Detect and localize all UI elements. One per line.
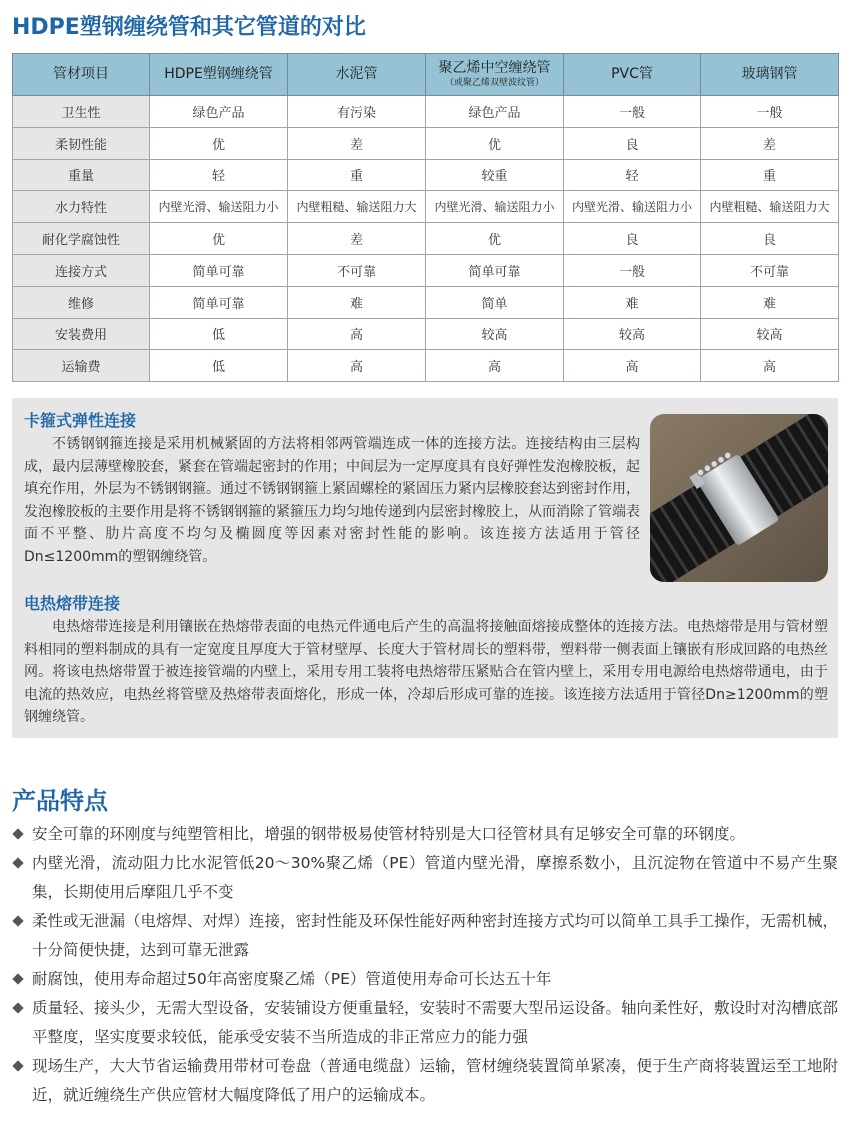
table-cell: 较高 <box>564 318 701 350</box>
row-label-cell: 柔韧性能 <box>13 127 150 159</box>
header-sublabel: （或聚乙烯双壁波纹管） <box>444 78 544 88</box>
table-cell: 有污染 <box>288 96 426 128</box>
table-cell: 高 <box>701 350 839 382</box>
table-cell: 高 <box>564 350 701 382</box>
feature-item <box>14 965 838 994</box>
header-label: 聚乙烯中空缠绕管 <box>438 60 551 77</box>
table-cell: 优 <box>150 223 288 255</box>
table-cell: 较重 <box>426 159 564 191</box>
table-cell: 高 <box>288 350 426 382</box>
table-row <box>13 254 839 286</box>
bullet-icon <box>12 973 23 984</box>
table-cell: 高 <box>426 350 564 382</box>
table-cell: 简单 <box>426 286 564 318</box>
row-label-cell: 安装费用 <box>13 318 150 350</box>
feature-item <box>14 849 838 907</box>
table-row <box>13 191 839 223</box>
header-label: 玻璃钢管 <box>741 66 798 83</box>
table-row <box>13 286 839 318</box>
table-cell: 低 <box>150 318 288 350</box>
header-cell <box>288 54 426 96</box>
table-row <box>13 350 839 382</box>
electrofusion-connection-text: 电热熔带连接是利用镶嵌在热熔带表面的电热元件通电后产生的高温将接触面熔接成整体的连接方法。电热熔带是用与管材塑料相同的塑料制成的具有一定宽度且厚度大于管材壁厚、长度大于管材周长的塑料带，塑料带一侧表面上镶嵌有形成回路的电热丝网。将该电热熔带置于被连接管端的内壁上，采用专用工装将电热熔带压紧贴合在管内壁上，采用专用电源给电热熔带通电，由于电流的热效应，电热丝将管壁及热熔带表面熔化，形成一体，冷却后形成可靠的连接。该连接方法适用于管径Dn≥1200mm的塑钢缠绕管。 <box>24 619 828 725</box>
table-cell: 较高 <box>426 318 564 350</box>
bullet-icon <box>12 1002 23 1013</box>
page-title: HDPE塑钢缠绕管和其它管道的对比 <box>12 15 366 40</box>
feature-text: 内壁光滑，流动阻力比水泥管低20～30%聚乙烯（PE）管道内壁光滑，摩擦系数小，且沉淀物在管道中不易产生聚集，长期使用后摩阻几乎不变 <box>32 854 838 901</box>
header-label: PVC管 <box>611 66 653 83</box>
comparison-table <box>12 53 839 382</box>
feature-item <box>14 907 838 965</box>
table-cell: 重 <box>288 159 426 191</box>
feature-text: 柔性或无泄漏（电熔焊、对焊）连接，密封性能及环保性能好两种密封连接方式均可以简单工具手工操作，无需机械，十分简便快捷，达到可靠无泄露 <box>32 912 839 959</box>
header-cell <box>13 54 150 96</box>
row-label-cell: 卫生性 <box>13 96 150 128</box>
table-cell: 良 <box>701 223 839 255</box>
row-label-cell: 维修 <box>13 286 150 318</box>
table-cell: 差 <box>701 127 839 159</box>
table-row <box>13 127 839 159</box>
table-row <box>13 96 839 128</box>
feature-item <box>14 820 838 849</box>
table-cell: 较高 <box>701 318 839 350</box>
table-cell: 内壁粗糙、输送阻力大 <box>701 191 839 223</box>
feature-text: 耐腐蚀，使用寿命超过50年高密度聚乙烯（PE）管道使用寿命可长达五十年 <box>32 970 552 988</box>
clamp-connection-heading: 卡箍式弹性连接 <box>24 411 137 430</box>
clamp-connection-text: 不锈钢钢箍连接是采用机械紧固的方法将相邻两管端连成一体的连接方法。连接结构由三层构成，最内层薄壁橡胶套，紧套在管端起密封的作用；中间层为一定厚度具有良好弹性发泡橡胶板，起填充作用，外层为不锈钢钢箍。通过不锈钢钢箍上紧固螺栓的紧固压力紧内层橡胶套达到密封作用，发泡橡胶板的主要作用是将不锈钢钢箍的紧箍压力均匀地传递到内层密封橡胶上，从而消除了管端表面不平整、肋片高度不均匀及椭圆度等因素对密封性能的影响。该连接方法适用于管径Dn≤1200mm的塑钢缠绕管。 <box>24 436 640 565</box>
row-label-cell: 水力特性 <box>13 191 150 223</box>
table-cell: 一般 <box>564 254 701 286</box>
pipe-clamp-photo <box>650 414 828 582</box>
table-cell: 差 <box>288 127 426 159</box>
table-row <box>13 159 839 191</box>
table-cell: 内壁光滑、输送阻力小 <box>150 191 288 223</box>
header-cell <box>426 54 564 96</box>
table-cell: 内壁粗糙、输送阻力大 <box>288 191 426 223</box>
table-cell: 内壁光滑、输送阻力小 <box>426 191 564 223</box>
header-label: HDPE塑钢缠绕管 <box>164 66 273 83</box>
table-cell: 轻 <box>150 159 288 191</box>
row-label-cell: 连接方式 <box>13 254 150 286</box>
header-cell <box>150 54 288 96</box>
table-cell: 难 <box>564 286 701 318</box>
features-title: 产品特点 <box>12 787 108 815</box>
header-cell <box>564 54 701 96</box>
table-cell: 不可靠 <box>288 254 426 286</box>
table-cell: 一般 <box>701 96 839 128</box>
electrofusion-connection-heading: 电热熔带连接 <box>24 594 121 613</box>
feature-text: 安全可靠的环刚度与纯塑管相比，增强的钢带极易使管材特别是大口径管材具有足够安全可靠的环钢度。 <box>32 825 746 843</box>
table-cell: 难 <box>701 286 839 318</box>
feature-item <box>14 994 838 1052</box>
table-row <box>13 223 839 255</box>
header-cell <box>701 54 839 96</box>
row-label-cell: 耐化学腐蚀性 <box>13 223 150 255</box>
table-cell: 简单可靠 <box>426 254 564 286</box>
table-cell: 一般 <box>564 96 701 128</box>
table-cell: 绿色产品 <box>150 96 288 128</box>
bullet-icon <box>12 915 23 926</box>
table-header-row <box>13 54 839 96</box>
table-cell: 重 <box>701 159 839 191</box>
row-label-cell: 运输费 <box>13 350 150 382</box>
header-label: 水泥管 <box>335 66 378 83</box>
pipe-clamp-image <box>650 414 828 582</box>
table-cell: 优 <box>426 223 564 255</box>
table-cell: 不可靠 <box>701 254 839 286</box>
table-cell: 简单可靠 <box>150 286 288 318</box>
feature-text: 现场生产，大大节省运输费用带材可卷盘（普通电缆盘）运输，管材缠绕装置简单紧凑，便于生产商将装置运至工地附近，就近缠绕生产供应管材大幅度降低了用户的运输成本。 <box>32 1057 839 1104</box>
table-cell: 高 <box>288 318 426 350</box>
table-cell: 良 <box>564 127 701 159</box>
feature-list <box>14 820 838 1110</box>
table-body <box>13 96 839 382</box>
table-row <box>13 318 839 350</box>
table-cell: 轻 <box>564 159 701 191</box>
row-label-cell: 重量 <box>13 159 150 191</box>
feature-text: 质量轻、接头少，无需大型设备，安装铺设方便重量轻，安装时不需要大型吊运设备。轴向柔性好，敷设时对沟槽底部平整度，坚实度要求较低，能承受安装不当所造成的非正常应力的能力强 <box>32 999 839 1046</box>
feature-item <box>14 1052 838 1110</box>
bullet-icon <box>12 828 23 839</box>
table-cell: 内壁光滑、输送阻力小 <box>564 191 701 223</box>
table-cell: 差 <box>288 223 426 255</box>
table-cell: 低 <box>150 350 288 382</box>
table-cell: 绿色产品 <box>426 96 564 128</box>
bullet-icon <box>12 857 23 868</box>
header-label: 管材项目 <box>53 66 109 83</box>
connection-methods-panel <box>12 398 838 738</box>
table-cell: 简单可靠 <box>150 254 288 286</box>
table-cell: 良 <box>564 223 701 255</box>
table-cell: 难 <box>288 286 426 318</box>
table-cell: 优 <box>426 127 564 159</box>
table-cell: 优 <box>150 127 288 159</box>
bullet-icon <box>12 1060 23 1071</box>
